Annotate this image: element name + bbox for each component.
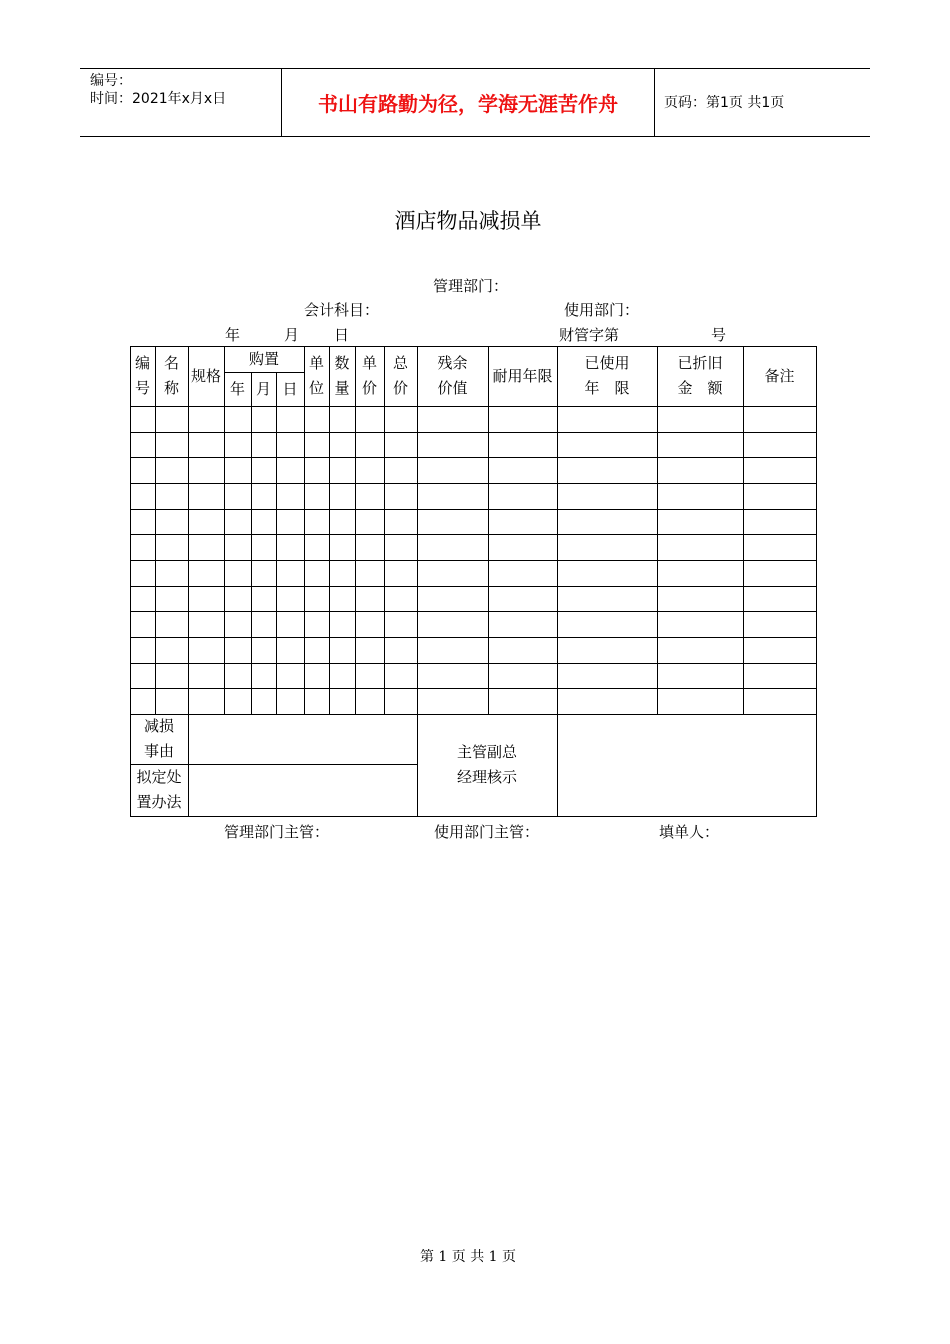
manage-dept-label: 管理部门： [433, 277, 509, 295]
table-row-rule [130, 688, 817, 689]
table-border-bottom [130, 816, 817, 817]
disposal-method-field[interactable] [188, 764, 417, 816]
finance-no-label: 财管字第 [559, 326, 620, 344]
table-column-rule [384, 346, 385, 715]
table-column-rule [743, 346, 744, 715]
loss-form-table [130, 346, 816, 816]
table-column-rule [657, 346, 658, 715]
header-purchase: 购置 [248, 349, 279, 368]
header-years-used: 已使用 年 限 [584, 354, 630, 397]
table-row-rule [130, 483, 817, 484]
table-column-rule [251, 372, 252, 715]
table-border-top [130, 346, 817, 347]
header-depreciation: 已折旧 金 额 [677, 354, 723, 397]
approval-field[interactable] [557, 714, 816, 816]
bottom-section-rule [417, 714, 418, 817]
header-total-price: 总 价 [392, 354, 408, 397]
table-column-rule [188, 346, 189, 715]
table-column-rule [417, 346, 418, 715]
date-year-label: 年 [225, 326, 241, 344]
use-dept-head-label: 使用部门主管： [434, 823, 540, 841]
header-residual-value: 残余 价值 [437, 354, 468, 397]
table-row-rule [130, 560, 817, 561]
motto-text: 书山有路勤为径，学海无涯苦作舟 [318, 92, 618, 116]
table-border-right [816, 346, 817, 817]
page-title: 酒店物品减损单 [394, 209, 542, 233]
account-subject-label: 会计科目： [304, 301, 380, 319]
table-row-rule [130, 663, 817, 664]
header-unit: 单 位 [308, 354, 324, 397]
table-row-rule [130, 586, 817, 587]
table-row-rule [130, 637, 817, 638]
page-number: 第 1 页 共 1 页 [419, 1249, 517, 1265]
purchase-subheader-rule [224, 372, 305, 373]
header-service-life: 耐用年限 [492, 366, 553, 385]
table-row-rule [130, 406, 817, 407]
header-code: 编 号 [134, 354, 150, 397]
table-column-rule [224, 346, 225, 715]
approval-label: 主管副总 经理核示 [456, 743, 517, 786]
header-purchase-month: 月 [255, 379, 271, 398]
table-row-rule [130, 432, 817, 433]
loss-reason-field[interactable] [188, 714, 417, 764]
table-column-rule [155, 346, 156, 715]
table-row-rule [130, 509, 817, 510]
table-column-rule [557, 346, 558, 715]
header-name: 名 称 [163, 354, 179, 397]
header-unit-price: 单 价 [361, 354, 377, 397]
table-row-rule [130, 534, 817, 535]
table-column-rule [276, 372, 277, 715]
header-remarks: 备注 [764, 366, 795, 385]
header-quantity: 数 量 [334, 354, 350, 397]
table-row-rule [130, 611, 817, 612]
table-column-rule [488, 346, 489, 715]
header-spec: 规格 [190, 366, 221, 385]
header-top-rule [80, 68, 870, 69]
table-row-rule [130, 457, 817, 458]
page-count-label: 页码：第1页 共1页 [664, 95, 785, 111]
doc-time-label: 时间：2021年x月x日 [90, 91, 227, 107]
header-purchase-day: 日 [282, 379, 298, 398]
table-row-rule [130, 714, 817, 715]
use-dept-label: 使用部门： [564, 301, 640, 319]
date-day-label: 日 [334, 326, 350, 344]
doc-number-label: 编号： [90, 73, 132, 89]
bottom-section-rule [557, 714, 558, 817]
disposal-method-label: 拟定处 置办法 [136, 768, 182, 811]
loss-reason-label: 减损 事由 [143, 717, 174, 760]
bottom-section-rule [188, 714, 189, 817]
finance-no-suffix: 号 [711, 326, 727, 344]
date-month-label: 月 [284, 326, 300, 344]
header-divider-right [654, 69, 655, 136]
table-column-rule [304, 346, 305, 715]
bottom-section-rule [130, 764, 418, 765]
header-purchase-year: 年 [229, 379, 245, 398]
table-column-rule [329, 346, 330, 715]
manage-dept-head-label: 管理部门主管： [224, 823, 330, 841]
form-filler-label: 填单人： [659, 823, 720, 841]
table-column-rule [355, 346, 356, 715]
table-border-left [130, 346, 131, 817]
header-bottom-rule [80, 136, 870, 137]
